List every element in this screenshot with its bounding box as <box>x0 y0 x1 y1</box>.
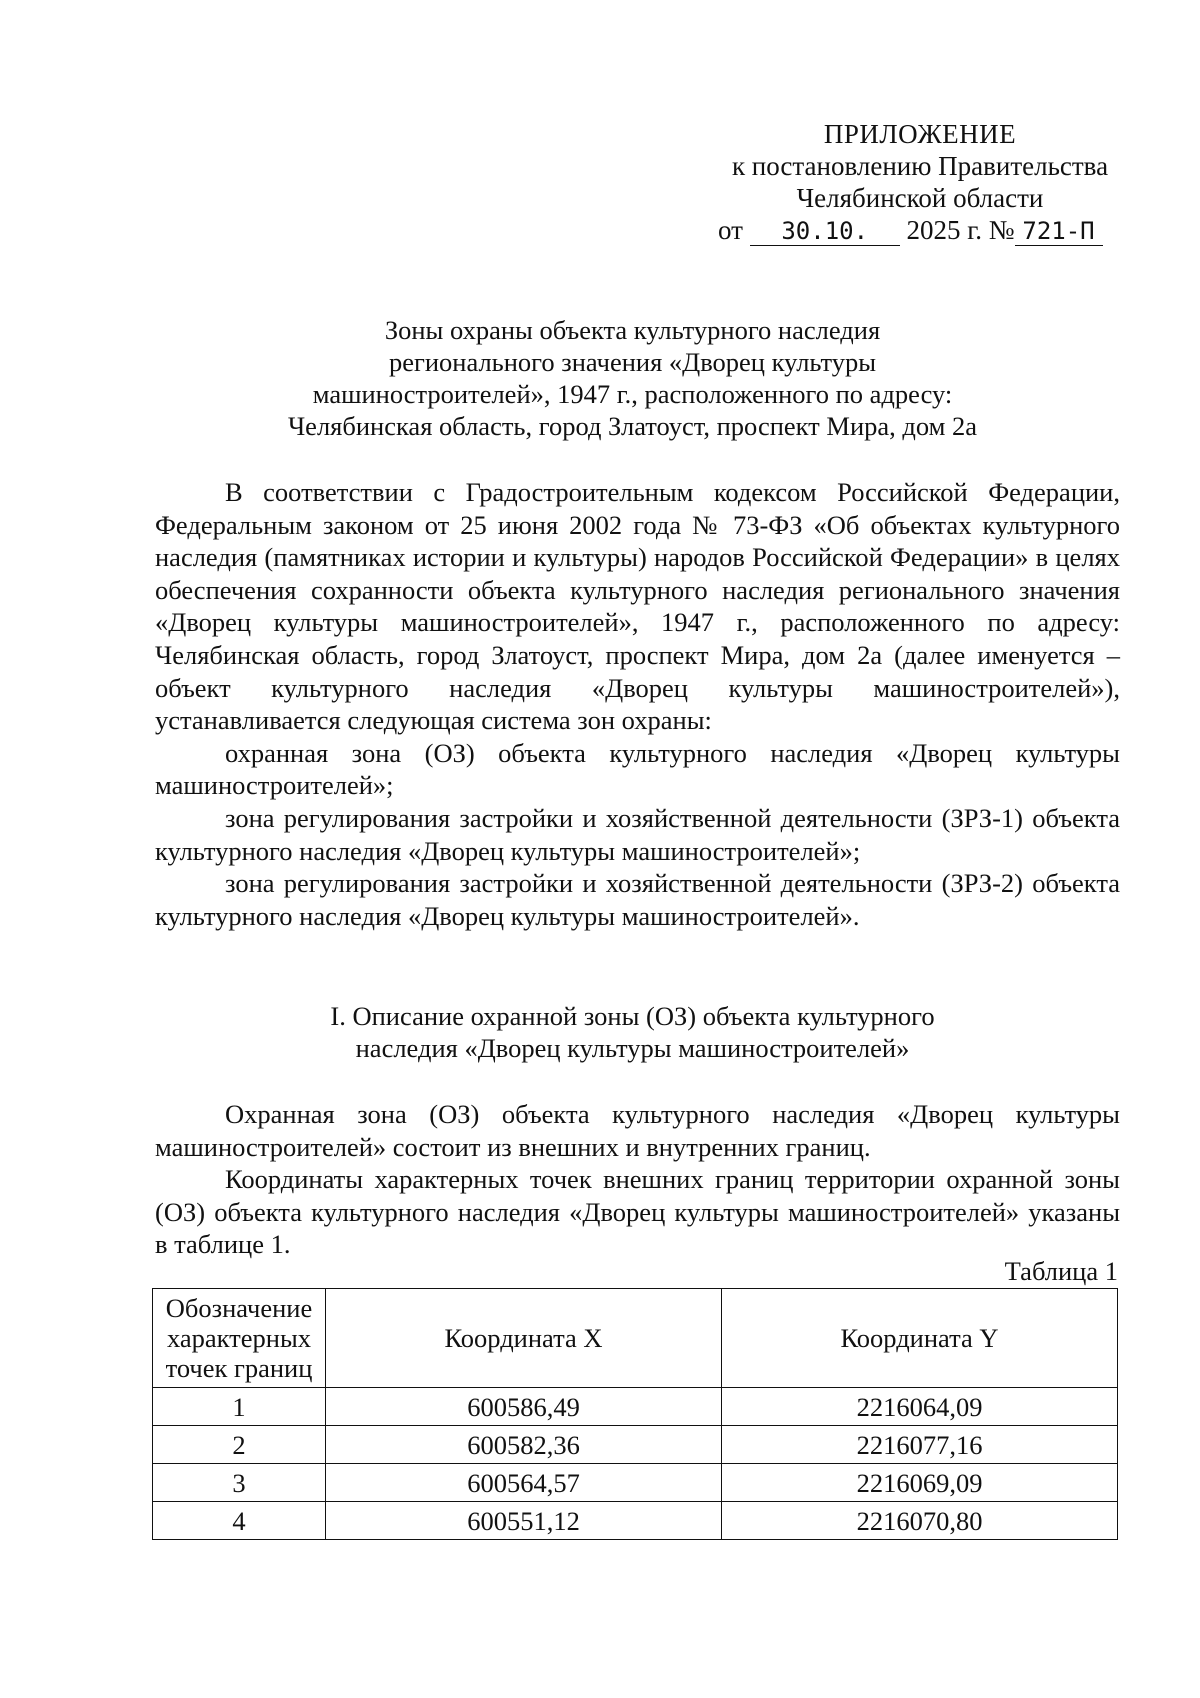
header-y: Координата Y <box>722 1289 1118 1388</box>
appendix-block <box>710 118 1130 246</box>
point-id: 4 <box>153 1502 326 1540</box>
document-title-line-4: Челябинская область, город Златоуст, проспект Мира, дом 2а <box>287 411 978 441</box>
table-header-row <box>153 1289 1118 1388</box>
coord-x: 600582,36 <box>326 1426 722 1464</box>
coord-x: 600564,57 <box>326 1464 722 1502</box>
table-row <box>153 1464 1118 1502</box>
appendix-title: ПРИЛОЖЕНИЕ <box>823 119 1017 149</box>
table-row <box>153 1502 1118 1540</box>
coordinates-table <box>152 1288 1118 1540</box>
header-x: Координата X <box>326 1289 722 1388</box>
decree-number: 721-П <box>1015 217 1103 246</box>
section-1-paragraph-1: Охранная зона (ОЗ) объекта культурного наследия «Дворец культуры машиностроителей» состоит из внешних и внутренних границ. <box>155 1099 1120 1162</box>
table-caption: Таблица 1 <box>1004 1256 1118 1286</box>
appendix-line-2: Челябинской области <box>796 183 1044 213</box>
intro-paragraph: В соответствии с Градостроительным кодексом Российской Федерации, Федеральным законом от 25 июня 2002 года № 73-ФЗ «Об объектах культурного наследия (памятниках истории и культуры) народов Российской Федерации» в целях обеспечения сохранности объекта культурного наследия регионального значения «Дворец культуры машиностроителей», 1947 г., расположенного по адресу: Челябинская область, город Златоуст, проспект Мира, дом 2а (далее именуется – объект культурного наследия «Дворец культуры машиностроителей»), устанавливается следующая система зон охраны: <box>155 477 1120 736</box>
document-title-line-1: Зоны охраны объекта культурного наследия <box>384 315 881 345</box>
section-1-title <box>150 1000 1115 1064</box>
section-1-text <box>155 1098 1120 1261</box>
coord-x: 600551,12 <box>326 1502 722 1540</box>
intro-text <box>155 476 1120 932</box>
section-1-title-line-2: наследия «Дворец культуры машиностроителей» <box>355 1033 910 1063</box>
header-point: Обозначение характерных точек границ <box>153 1289 326 1388</box>
coord-y: 2216064,09 <box>722 1388 1118 1426</box>
document-title-line-2: регионального значения «Дворец культуры <box>388 347 877 377</box>
zone-oz-item: охранная зона (ОЗ) объекта культурного наследия «Дворец культуры машиностроителей»; <box>155 737 1120 801</box>
coord-x: 600586,49 <box>326 1388 722 1426</box>
date-prefix: от <box>718 215 743 245</box>
document-title <box>150 314 1115 442</box>
appendix-line-1: к постановлению Правительства <box>731 151 1109 181</box>
coord-y: 2216070,80 <box>722 1502 1118 1540</box>
table-row <box>153 1388 1118 1426</box>
zone-zrz1-item: зона регулирования застройки и хозяйственной деятельности (ЗРЗ-1) объекта культурного наследия «Дворец культуры машиностроителей»; <box>155 802 1120 866</box>
section-1-title-line-1: I. Описание охранной зоны (ОЗ) объекта культурного <box>330 1001 935 1031</box>
coord-y: 2216077,16 <box>722 1426 1118 1464</box>
point-id: 1 <box>153 1388 326 1426</box>
section-1-paragraph-2: Координаты характерных точек внешних границ территории охранной зоны (ОЗ) объекта культурного наследия «Дворец культуры машиностроителей» указаны в таблице 1. <box>155 1164 1120 1260</box>
point-id: 2 <box>153 1426 326 1464</box>
date-value: 30.10. <box>750 217 900 246</box>
point-id: 3 <box>153 1464 326 1502</box>
table-row <box>153 1426 1118 1464</box>
appendix-date-line <box>718 214 1130 246</box>
year-text: 2025 г. № <box>906 215 1015 245</box>
coord-y: 2216069,09 <box>722 1464 1118 1502</box>
zone-zrz2-item: зона регулирования застройки и хозяйственной деятельности (ЗРЗ-2) объекта культурного наследия «Дворец культуры машиностроителей». <box>155 868 1120 931</box>
document-title-line-3: машиностроителей», 1947 г., расположенного по адресу: <box>312 379 953 409</box>
